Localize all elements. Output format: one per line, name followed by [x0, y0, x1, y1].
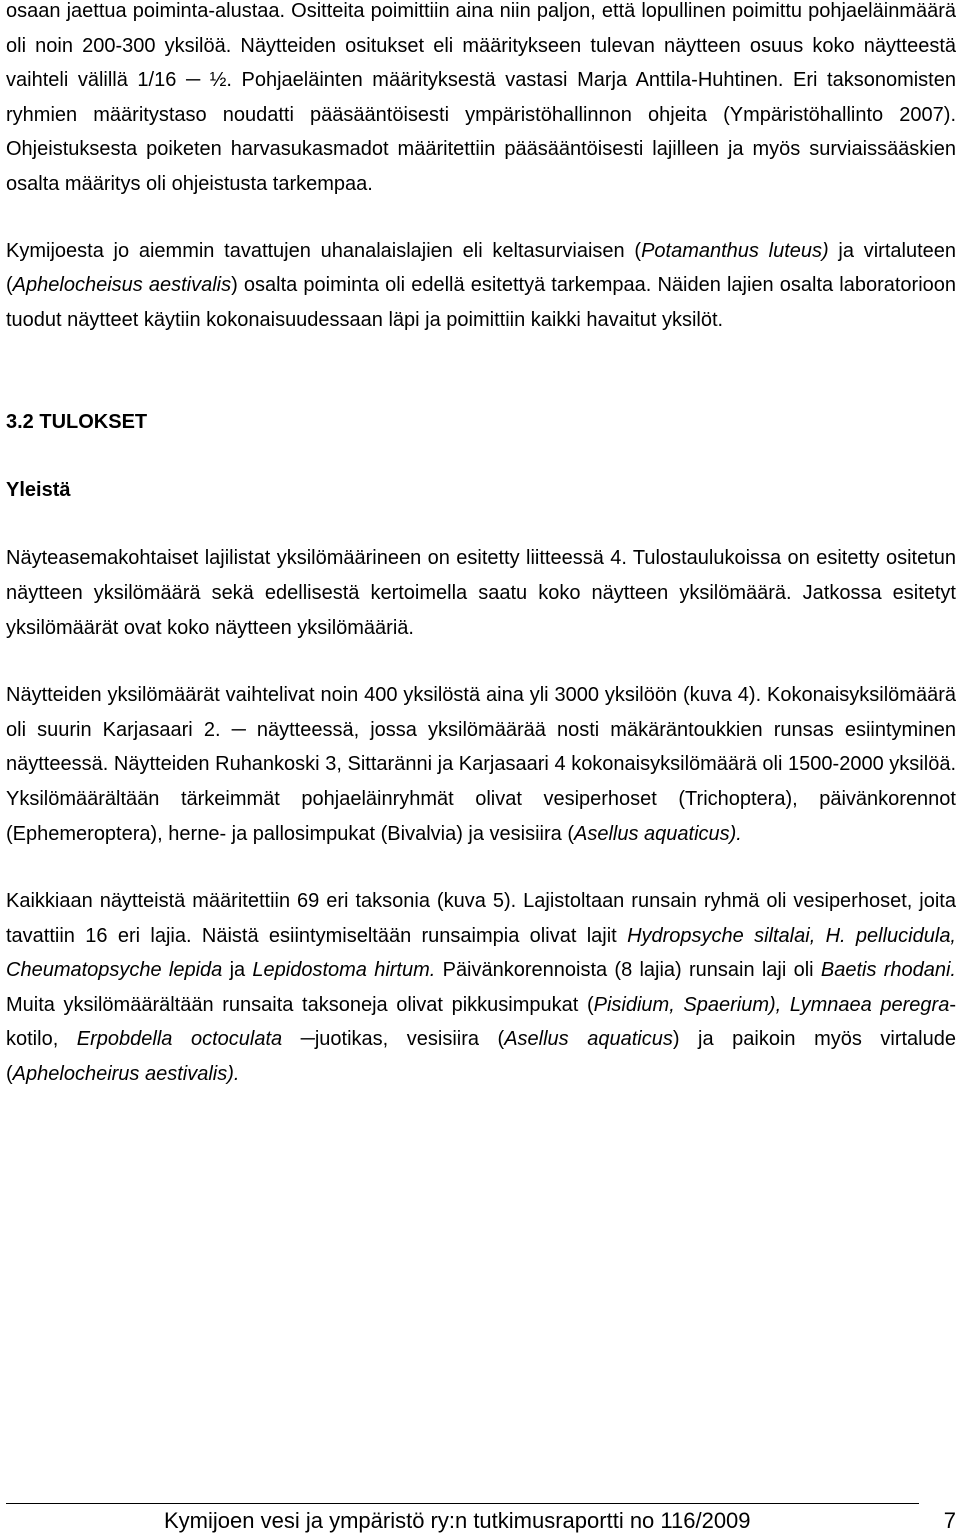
italic-text: Baetis rhodani. [820, 959, 956, 982]
text-run: ─juotikas, vesisiira ( [282, 1028, 505, 1051]
text-run: ja virtaluteen ( [6, 239, 957, 297]
text-run: ) ja paikoin myös virtalude ( [6, 1028, 956, 1086]
italic-text: Potamanthus luteus) [641, 239, 829, 262]
italic-text: Aphelocheirus aestivalis). [12, 1063, 240, 1086]
subheading: Yleistä [6, 479, 71, 502]
italic-text: Lepidostoma hirtum. [252, 959, 436, 982]
footer-report-title: Kymijoen vesi ja ympäristö ry:n tutkimusraportti no 116/2009 [164, 1508, 751, 1533]
text-run: ) osalta poiminta oli edellä esitettyä tarkempaa. Näiden lajien osalta laboratorioon tuodut näytteet käytiin kokonaisuudessaan läpi ja poimittiin kaikki havaitut yksilöt. [6, 274, 957, 331]
text-run: Muita yksilömäärältään runsaita taksoneja olivat pikkusimpukat ( [6, 993, 594, 1016]
text-run: Näytteiden yksilömäärät vaihtelivat noin 400 yksilöstä aina yli 3000 yksilöön (kuva 4). Kokonaisyksilömäärä oli suurin Karjasaari 2. ─ näytteessä, jossa yksilömäärää nosti mäkäräntoukkien runsas esiintyminen näytteessä. Näytteiden Ruhankoski 3, Sittaränni ja Karjasaari 4 kokonaisyksilömäärä oli 1500-2000 yksilöä. Yksilömäärältään tärkeimmät pohjaeläinryhmät olivat vesiperhoset (Trichoptera), päivänkorennot (Ephemeroptera), herne- ja pallosimpukat (Bivalvia) ja vesisiira ( [6, 684, 956, 845]
paragraph-endangered-species [6, 234, 956, 338]
text-run: ja [222, 959, 253, 982]
italic-text: Asellus aquaticus). [574, 822, 742, 845]
text-run: Päivänkorennoista (8 lajia) runsain laji oli [435, 959, 821, 982]
document-page [6, 0, 956, 1092]
text-run: -kotilo, [6, 993, 956, 1051]
italic-text: Erpobdella octoculata [76, 1028, 283, 1051]
footer-divider [6, 1503, 919, 1504]
section-heading: 3.2 TULOKSET [6, 411, 148, 434]
italic-text: Aphelocheisus aestivalis [12, 274, 232, 297]
page-number: 7 [943, 1508, 956, 1533]
paragraph-species-lists [6, 541, 956, 645]
text-run: Kaikkiaan näytteistä määritettiin 69 eri taksonia (kuva 5). Lajistoltaan runsain ryhmä oli vesiperhoset, joita tavattiin 16 eri lajia. Näistä esiintymiseltään runsaimpia olivat lajit [6, 890, 956, 947]
paragraph-sampling-method [6, 0, 956, 202]
paragraph-taxa [6, 884, 956, 1092]
text-run: osaan jaettua poiminta-alustaa. Ositteita poimittiin aina niin paljon, että lopullinen poimittu pohjaeläinmäärä oli noin 200-300 yksilöä. Näytteiden ositukset eli määritykseen tulevan näytteen osuus koko näytteestä vaihteli välillä 1/16 ─ ½. Pohjaeläinten määrityksestä vastasi Marja Anttila-Huhtinen. Eri taksonomisten ryhmien määritystaso noudatti pääsääntöisesti ympäristöhallinnon ohjeita (Ympäristöhallinto 2007). Ohjeistuksesta poiketen harvasukasmadot määritettiin pääsääntöisesti lajilleen ja myös surviaissääskien osalta määritys oli ohjeistusta tarkempaa. [6, 0, 956, 195]
text-run: Näyteasemakohtaiset lajilistat yksilömäärineen on esitetty liitteessä 4. Tulostaulukoissa on esitetty ositetun näytteen yksilömäärä sekä edellisestä kertoimella saatu koko näytteen yksilömäärä. Jatkossa esitetyt yksilömäärät ovat koko näytteen yksilömääriä. [6, 547, 956, 639]
italic-text: Asellus aquaticus [504, 1028, 673, 1051]
paragraph-individual-counts [6, 678, 956, 851]
italic-text: Hydropsyche siltalai, H. pellucidula, Cheumatopsyche lepida [6, 924, 956, 982]
italic-text: Pisidium, Spaerium), Lymnaea peregra [593, 993, 950, 1016]
text-run: Kymijoesta jo aiemmin tavattujen uhanalaislajien eli keltasurviaisen ( [6, 239, 642, 262]
